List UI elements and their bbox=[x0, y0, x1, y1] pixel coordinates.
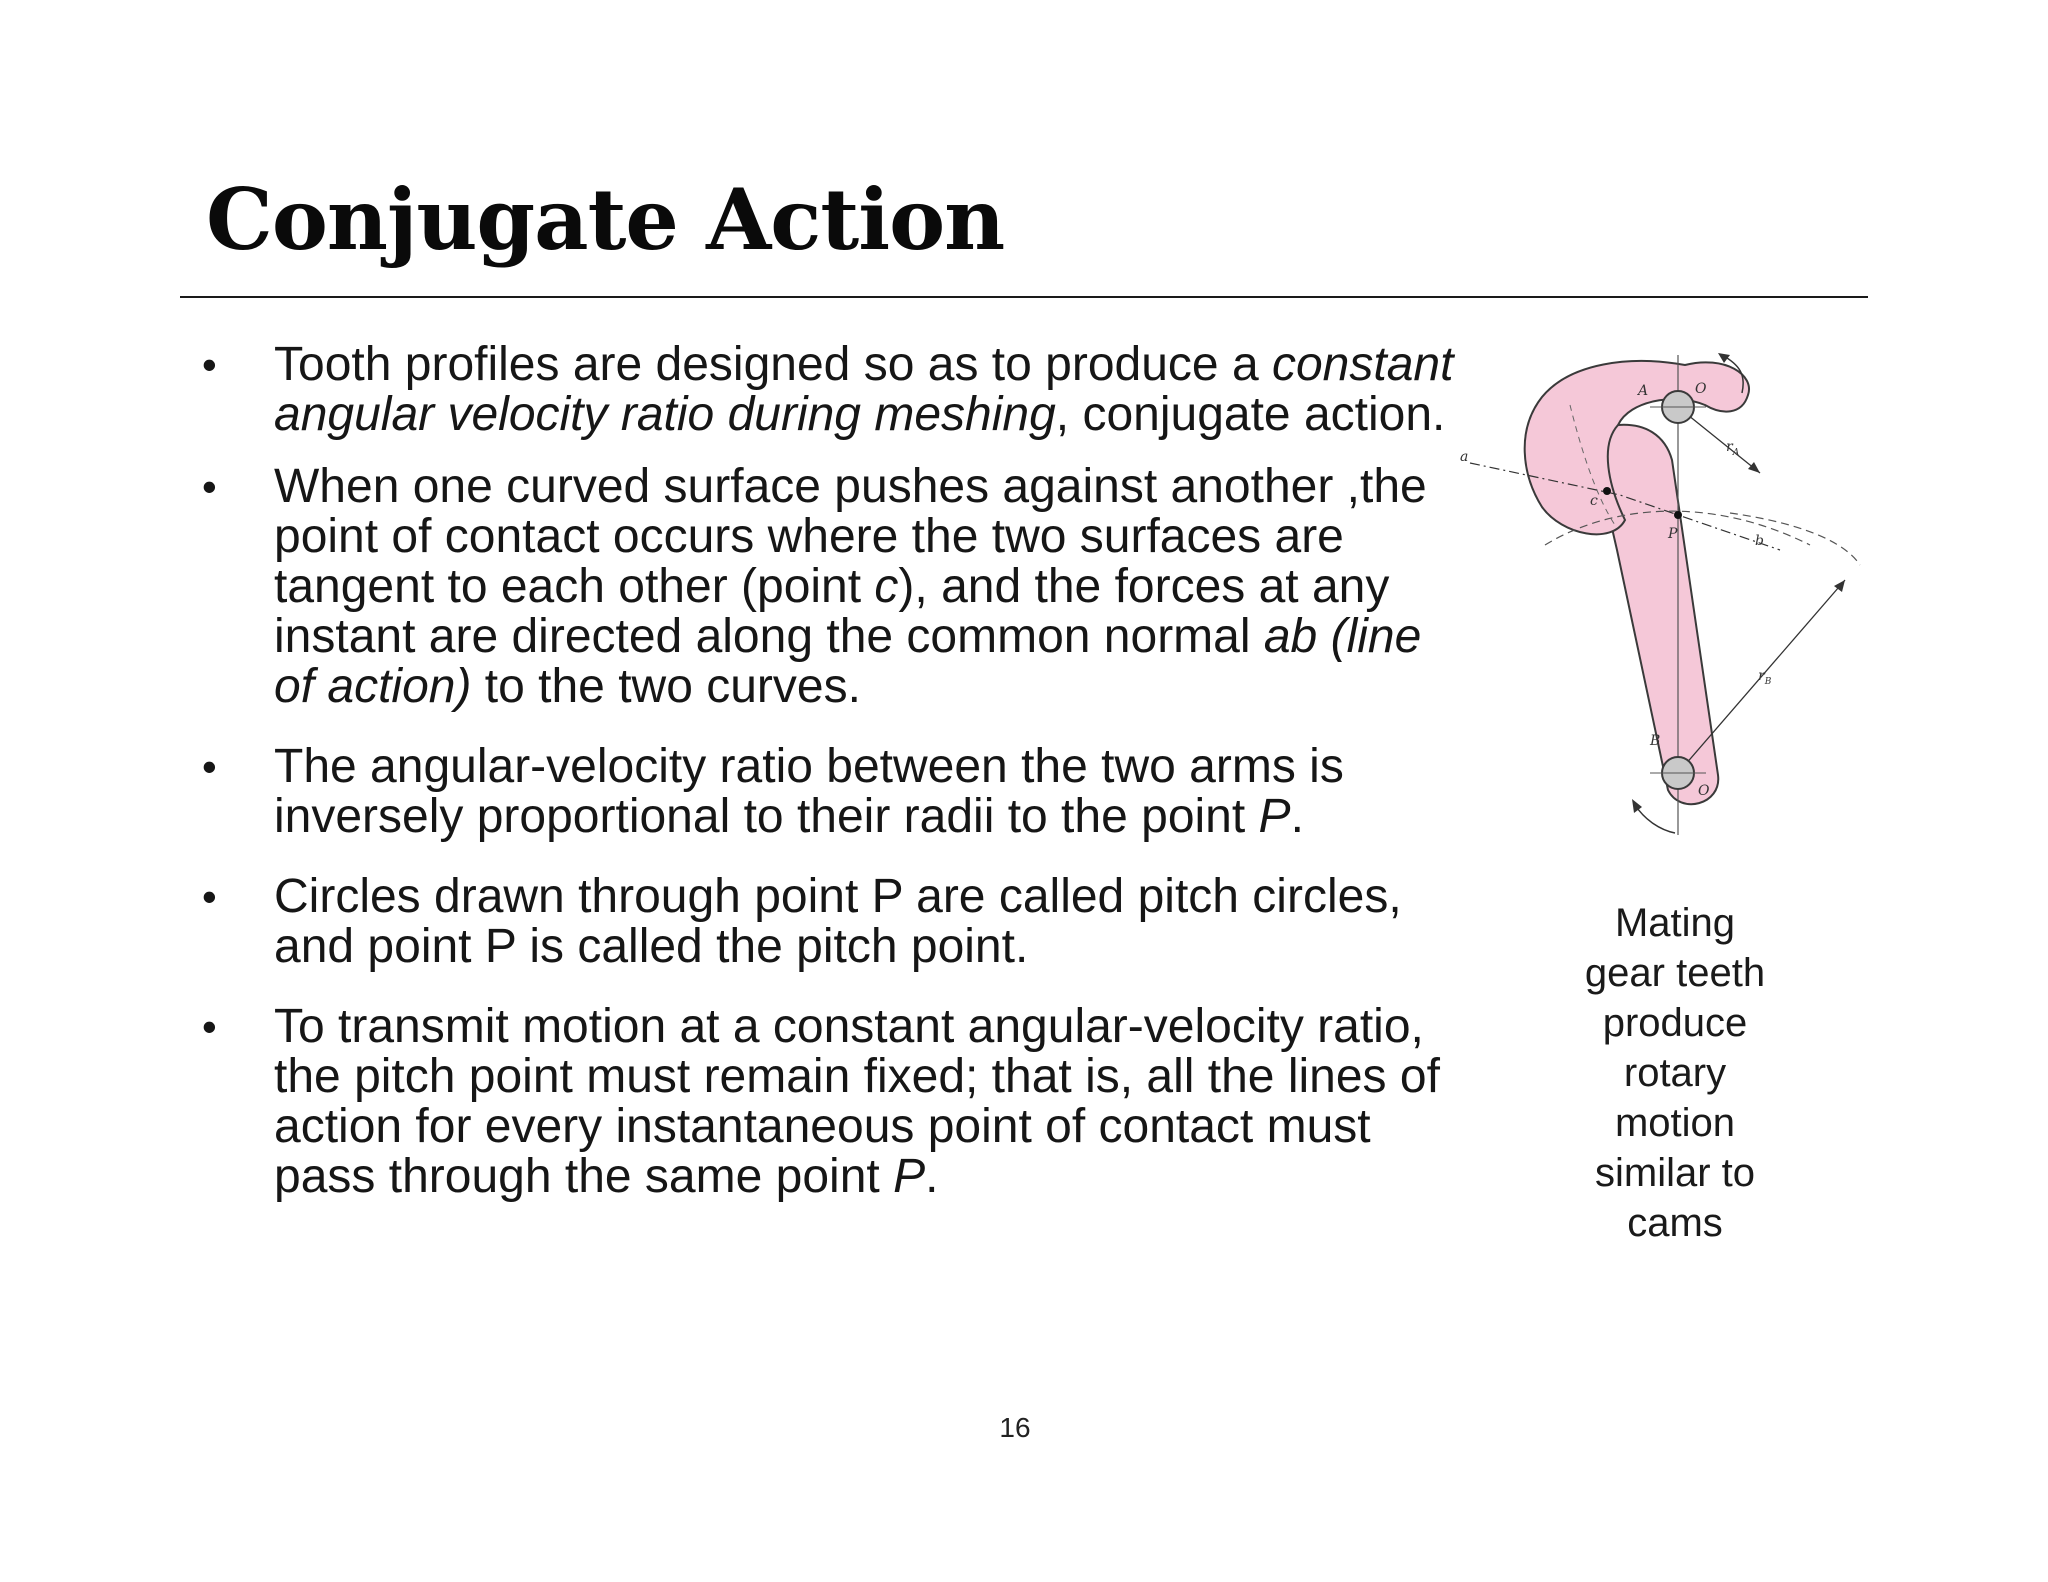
rotation-arrow-bottom bbox=[1635, 805, 1675, 833]
caption-line: produce bbox=[1602, 1001, 1748, 1045]
bullet-emphasis: ab (line of action) bbox=[274, 610, 1422, 713]
bullet-list bbox=[196, 340, 1456, 1202]
slide-title: Conjugate Action bbox=[206, 170, 1005, 269]
label-ra: $r_A$ bbox=[1726, 439, 1740, 458]
arc-dashed bbox=[1730, 513, 1860, 565]
bullet-emphasis: P bbox=[893, 1150, 926, 1203]
bullet-text: ), and the forces at any instant are directed along the common normal bbox=[274, 560, 1390, 663]
page-number: 16 bbox=[999, 1412, 1031, 1443]
conjugate-action-diagram bbox=[1450, 335, 1890, 855]
bullet-text: . bbox=[925, 1150, 939, 1203]
bullet-text: Circles drawn through point P are called pitch circles, and point P is called the pitch point. bbox=[274, 870, 1402, 973]
bullet-text: , conjugate action. bbox=[1055, 388, 1446, 441]
bullet-text: to the two curves. bbox=[471, 660, 861, 713]
caption-line: gear teeth bbox=[1584, 951, 1766, 995]
bullet-text: When one curved surface pushes against another ,the point of contact occurs where the two surfaces are tangent to each other (point bbox=[274, 460, 1427, 613]
caption-line: rotary bbox=[1623, 1051, 1727, 1095]
bullet-text: Tooth profiles are designed so as to produce a bbox=[274, 338, 1272, 391]
bullet-item bbox=[196, 742, 1456, 842]
radius-a-arrowhead bbox=[1748, 462, 1760, 473]
bullet-item bbox=[196, 462, 1456, 712]
label-c: c bbox=[1590, 493, 1598, 509]
label-b-line: b bbox=[1755, 533, 1764, 549]
rotation-arrowhead-bottom bbox=[1632, 799, 1642, 813]
bullet-item bbox=[196, 1002, 1456, 1202]
label-o-top: O bbox=[1695, 381, 1707, 397]
caption-line: motion bbox=[1614, 1101, 1736, 1145]
label-o-bottom: O bbox=[1698, 783, 1710, 799]
label-a: A bbox=[1638, 383, 1649, 399]
label-b-hub: B bbox=[1650, 733, 1661, 749]
contact-point-c bbox=[1603, 487, 1611, 495]
caption-line: similar to bbox=[1594, 1151, 1756, 1195]
bullet-emphasis: constant angular velocity ratio during meshing bbox=[274, 338, 1454, 441]
title-divider bbox=[180, 296, 1868, 298]
caption-line: Mating bbox=[1614, 901, 1736, 945]
bullet-emphasis: c bbox=[874, 560, 899, 613]
pitch-point-p bbox=[1674, 511, 1682, 519]
bullet-item bbox=[196, 872, 1456, 972]
label-rb: $r_B$ bbox=[1758, 668, 1772, 687]
diagram-caption bbox=[1560, 898, 1790, 1248]
bullet-text: To transmit motion at a constant angular-velocity ratio, the pitch point must remain fixed; that is, all the lines of action for every instantaneous point of contact must pass through the same point bbox=[274, 1000, 1440, 1203]
bullet-text: . bbox=[1290, 790, 1304, 843]
label-p: P bbox=[1668, 526, 1678, 542]
caption-line: cams bbox=[1627, 1201, 1723, 1245]
bullet-text: The angular-velocity ratio between the two arms is inversely proportional to their radii to the point bbox=[274, 740, 1344, 843]
bullet-item bbox=[196, 340, 1456, 440]
bullet-emphasis: P bbox=[1258, 790, 1291, 843]
label-line-a: a bbox=[1460, 449, 1469, 465]
